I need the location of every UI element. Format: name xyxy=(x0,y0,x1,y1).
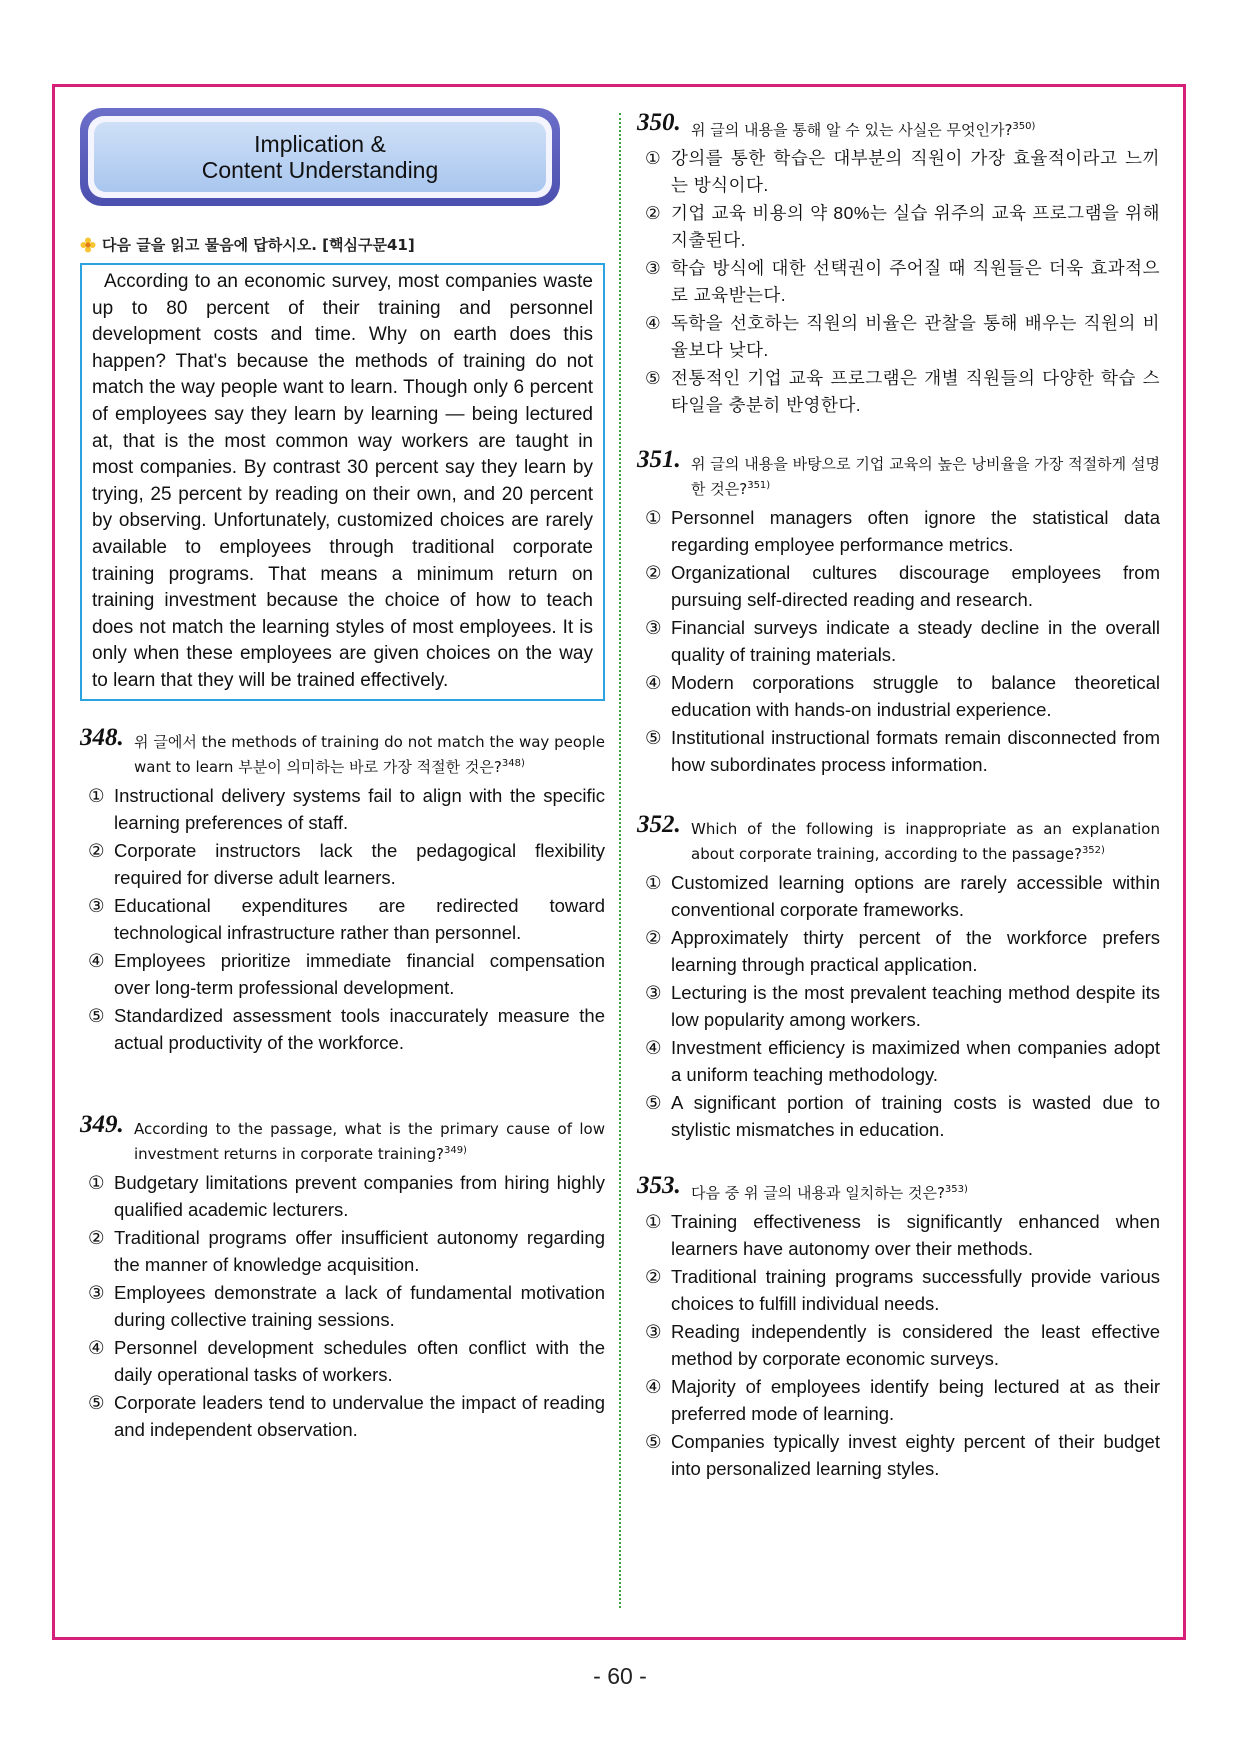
question-ref: 350) xyxy=(1012,121,1036,132)
column-divider xyxy=(619,113,621,1608)
reading-passage: According to an economic survey, most companies waste up to 80 percent of their training and personnel development costs and time. Why on earth does this happen? That's because the methods of training do not match the way people want to learn. Though only 6 percent of employees say they learn by learning — being lectured at, that is the most common way workers are taught in most companies. By contrast 30 percent say they learn by trying, 25 percent by reading on their own, and 20 percent by observing. Unfortunately, customized choices are rarely available to employees through traditional corporate training programs. That means a minimum return on training investment because the choice of how to teach does not match the learning styles of most employees. It is only when these employees are given choices on the way to learn that they will be trained effectively. xyxy=(80,263,605,701)
option-1[interactable]: ① 강의를 통한 학습은 대부분의 직원이 가장 효율적이라고 느끼는 방식이다. xyxy=(645,148,1160,195)
option-2[interactable]: ② 기업 교육 비용의 약 80%는 실습 위주의 교육 프로그램을 위해 지출된다. xyxy=(645,203,1160,250)
question-ref: 352) xyxy=(1081,845,1105,856)
option-1[interactable]: ① Instructional delivery systems fail to align with the specific learning preferences of staff. xyxy=(88,784,605,833)
option-3[interactable]: ③ Lecturing is the most prevalent teaching method despite its low popularity among workers. xyxy=(645,982,1160,1030)
question-352 xyxy=(637,811,1160,1143)
question-349 xyxy=(80,1110,605,1443)
option-1[interactable]: ① Customized learning options are rarely accessible within conventional corporate frameworks. xyxy=(645,872,1160,920)
right-column xyxy=(637,109,1160,1483)
question-text: 위 글의 내용을 통해 알 수 있는 사실은 무엇인가? xyxy=(691,121,1013,139)
question-number: 351. xyxy=(637,446,681,473)
question-text: 다음 중 위 글의 내용과 일치하는 것은? xyxy=(691,1184,945,1202)
option-5[interactable]: ⑤ Standardized assessment tools inaccurately measure the actual productivity of the workforce. xyxy=(88,1004,605,1053)
question-ref: 349) xyxy=(443,1144,467,1156)
option-5[interactable]: ⑤ Institutional instructional formats remain disconnected from how subordinates process information. xyxy=(645,727,1160,775)
question-number: 348. xyxy=(80,723,124,751)
option-2[interactable]: ② Traditional training programs successfully provide various choices to fulfill individual needs. xyxy=(645,1266,1160,1314)
question-text: 위 글에서 the methods of training do not match the way people want to learn 부분이 의미하는 바로 가장 적절한 것은? xyxy=(134,732,605,776)
question-text: 위 글의 내용을 바탕으로 기업 교육의 높은 낭비율을 가장 적절하게 설명한 것은? xyxy=(691,455,1160,498)
section-title-line2: Content Understanding xyxy=(201,157,439,183)
option-3[interactable]: ③ 학습 방식에 대한 선택권이 주어질 때 직원들은 더욱 효과적으로 교육받는다. xyxy=(645,258,1160,305)
option-4[interactable]: ④ Employees prioritize immediate financial compensation over long-term professional development. xyxy=(88,949,605,998)
left-column xyxy=(80,108,605,1444)
option-3[interactable]: ③ Reading independently is considered the least effective method by corporate economic surveys. xyxy=(645,1321,1160,1369)
option-3[interactable]: ③ Employees demonstrate a lack of fundamental motivation during collective training sessions. xyxy=(88,1281,605,1330)
question-351 xyxy=(637,446,1160,778)
section-title-line1: Implication & xyxy=(254,131,386,157)
question-text: Which of the following is inappropriate as an explanation about corporate training, according to the passage? xyxy=(691,820,1160,863)
option-4[interactable]: ④ Investment efficiency is maximized when companies adopt a uniform teaching methodology. xyxy=(645,1037,1160,1085)
question-number: 350. xyxy=(637,109,681,136)
question-number: 349. xyxy=(80,1110,124,1138)
option-2[interactable]: ② Traditional programs offer insufficient autonomy regarding the manner of knowledge acquisition. xyxy=(88,1226,605,1275)
option-2[interactable]: ② Organizational cultures discourage employees from pursuing self-directed reading and research. xyxy=(645,562,1160,610)
question-350 xyxy=(637,109,1160,419)
question-ref: 353) xyxy=(944,1184,968,1195)
page-number: - 60 - xyxy=(593,1663,647,1689)
instruction xyxy=(80,234,605,255)
question-ref: 348) xyxy=(501,757,525,769)
option-4[interactable]: ④ Modern corporations struggle to balance theoretical education with hands-on industrial experience. xyxy=(645,672,1160,720)
option-5[interactable]: ⑤ Companies typically invest eighty percent of their budget into personalized learning styles. xyxy=(645,1431,1160,1479)
option-5[interactable]: ⑤ Corporate leaders tend to undervalue the impact of reading and independent observation. xyxy=(88,1391,605,1440)
question-348 xyxy=(80,723,605,1056)
option-1[interactable]: ① Personnel managers often ignore the statistical data regarding employee performance metrics. xyxy=(645,507,1160,555)
option-2[interactable]: ② Approximately thirty percent of the workforce prefers learning through practical application. xyxy=(645,927,1160,975)
option-5[interactable]: ⑤ A significant portion of training costs is wasted due to stylistic mismatches in education. xyxy=(645,1092,1160,1140)
option-3[interactable]: ③ Financial surveys indicate a steady decline in the overall quality of training materials. xyxy=(645,617,1160,665)
question-353 xyxy=(637,1172,1160,1482)
question-number: 352. xyxy=(637,811,681,838)
option-4[interactable]: ④ Personnel development schedules often conflict with the daily operational tasks of workers. xyxy=(88,1336,605,1385)
option-5[interactable]: ⑤ 전통적인 기업 교육 프로그램은 개별 직원들의 다양한 학습 스타일을 충분히 반영한다. xyxy=(645,368,1160,415)
option-3[interactable]: ③ Educational expenditures are redirected toward technological infrastructure rather than personnel. xyxy=(88,894,605,943)
question-text: According to the passage, what is the primary cause of low investment returns in corporate training? xyxy=(134,1119,605,1163)
option-2[interactable]: ② Corporate instructors lack the pedagogical flexibility required for diverse adult learners. xyxy=(88,839,605,888)
question-number: 353. xyxy=(637,1172,681,1199)
flower-icon xyxy=(80,237,96,253)
option-4[interactable]: ④ Majority of employees identify being lectured at as their preferred mode of learning. xyxy=(645,1376,1160,1424)
option-4[interactable]: ④ 독학을 선호하는 직원의 비율은 관찰을 통해 배우는 직원의 비율보다 낮다. xyxy=(645,313,1160,360)
instruction-text: 다음 글을 읽고 물음에 답하시오. [핵심구문41] xyxy=(102,236,415,254)
option-1[interactable]: ① Budgetary limitations prevent companies from hiring highly qualified academic lecturers. xyxy=(88,1171,605,1220)
section-title-badge xyxy=(80,108,560,206)
question-ref: 351) xyxy=(747,480,771,491)
option-1[interactable]: ① Training effectiveness is significantly enhanced when learners have autonomy over their methods. xyxy=(645,1211,1160,1259)
